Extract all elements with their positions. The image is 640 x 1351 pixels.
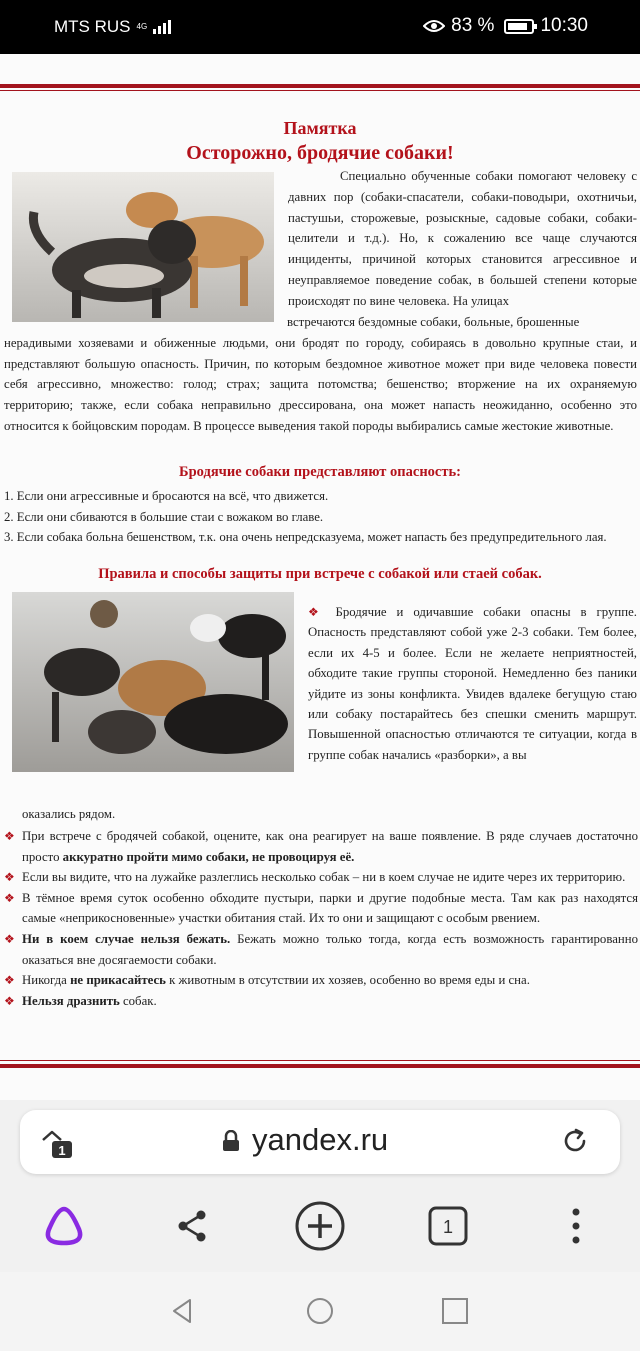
share-button[interactable] <box>164 1198 220 1254</box>
tabs-count: 1 <box>442 1217 454 1237</box>
recents-icon[interactable] <box>440 1296 470 1326</box>
rule-bold: не прикасайтесь <box>70 973 166 988</box>
rules-intro-tail: оказались рядом. <box>22 807 116 821</box>
share-icon <box>174 1208 210 1244</box>
intro-paragraph-top: Специально обученные собаки помогают человеку с давних пор (собаки-спасатели, собаки-поводыри, охотничьи, пастушьи, сторожевые, розыскные, садовые собаки, собаки-целители и т.д.). Но, к сожалению все чаще случаются инциденты, причиной которых становится агрессивное и неуправляемое поведение собак, в большей степени которые происходят по вине человека. На улицах <box>288 169 637 308</box>
rule-bold: аккуратно пройти мимо собаки, не провоцируя её. <box>62 849 355 864</box>
rules-list <box>4 826 638 1011</box>
rule-text: Бежать можно только тогда, когда есть возможность гарантированно оказаться вне досягаемости собаки. <box>22 931 638 967</box>
intro-line-rest: нерадивыми хозяевами и обиженные людьми, они бродят по городу, собираясь в довольно крупные стаи, и представляют большую опасность. Причин, по которым бездомное животное может при виде человека повести себя агрессивно, множество: голод; страх; защита потомства; бешенство; вторжение на их охраняемую территорию; также, если собака неправильно дрессирована, она может напасть неожиданно, особенно это относится к бойцовским породам. В процессе выведения такой породы выбирались самые жестокие животные. <box>4 335 637 433</box>
rule-item <box>4 888 638 929</box>
status-bar <box>0 0 640 54</box>
alice-button[interactable] <box>36 1198 92 1254</box>
rule-item <box>4 929 638 970</box>
document-title: Памятка <box>283 118 357 138</box>
rule-bold: Ни в коем случае нельзя бежать. <box>22 931 231 946</box>
new-tab-button[interactable] <box>292 1198 348 1254</box>
rule-item <box>4 991 638 1012</box>
diamond-bullet-icon: ❖ <box>4 993 15 1008</box>
diamond-bullet-icon: ❖ <box>4 829 15 843</box>
rule-text: собак. <box>119 993 157 1008</box>
rule-text: Если вы видите, что на лужайке разлеглись несколько собак – ни в коем случае не идите через их территорию. <box>22 870 626 885</box>
alice-icon <box>40 1205 88 1247</box>
diamond-bullet-icon: ❖ <box>4 890 15 905</box>
intro-paragraph-rest <box>4 312 637 437</box>
tabs-button[interactable] <box>420 1198 476 1254</box>
rule-item <box>4 826 638 867</box>
rule-text: Никогда <box>22 973 71 988</box>
signal-icon <box>153 20 171 34</box>
status-right <box>423 15 588 37</box>
tabs-icon <box>427 1205 469 1247</box>
tabs-home-icon[interactable] <box>40 1128 74 1160</box>
intro-line-first: встречаются бездомные собаки, больные, брошенные <box>287 315 580 329</box>
bottom-rule-thin <box>0 1060 640 1061</box>
battery-icon <box>504 19 534 34</box>
browser-toolbar <box>0 1188 640 1268</box>
tab-count-label: 1 <box>58 1143 66 1158</box>
top-rule <box>0 84 640 88</box>
rule-text: В тёмное время суток особенно обходите пустыри, парки и другие подобные места. Там как раз находятся самые «неприкосновенные» участки обитания стай. Их то они и защищают с особым рвением. <box>22 890 638 926</box>
danger-list <box>4 486 624 548</box>
system-nav-bar <box>0 1272 640 1351</box>
status-left <box>54 17 171 37</box>
diamond-bullet-icon: ❖ <box>4 870 15 885</box>
rule-item <box>4 867 638 888</box>
plus-circle-icon <box>293 1199 347 1253</box>
danger-item: 2. Если они сбиваются в большие стаи с вожаком во главе. <box>4 509 324 524</box>
danger-item: 3. Если собака больна бешенством, т.к. она очень непредсказуема, может напасть без предупредительного лая. <box>4 530 607 544</box>
lock-icon <box>222 1130 240 1152</box>
document-subtitle: Осторожно, бродячие собаки! <box>186 142 454 164</box>
diamond-bullet-icon: ❖ <box>4 931 15 946</box>
address-bar[interactable] <box>20 1110 620 1174</box>
back-icon[interactable] <box>168 1296 198 1326</box>
dog-pack-photo <box>12 592 294 772</box>
battery-percent: 83 % <box>451 15 495 36</box>
fighting-dogs-photo <box>12 172 274 322</box>
clock: 10:30 <box>540 15 588 36</box>
rule-text: При встрече с бродячей собакой, оцените, как она реагирует на ваше появление. В ряде случаев достаточно просто <box>22 829 638 864</box>
network-type: 4G <box>136 22 148 31</box>
bottom-rule <box>0 1064 640 1068</box>
menu-button[interactable] <box>548 1198 604 1254</box>
rules-intro <box>308 602 637 765</box>
rule-text: к животным в отсутствии их хозяев, особенно во время еды и сна. <box>165 973 530 988</box>
eye-comfort-icon <box>423 19 445 33</box>
rule-item <box>4 970 638 991</box>
diamond-bullet-icon: ❖ <box>308 605 326 619</box>
rules-heading: Правила и способы защиты при встрече с собакой или стаей собак. <box>98 566 542 582</box>
url-text[interactable]: yandex.ru <box>252 1122 389 1157</box>
rules-intro-text: Бродячие и одичавшие собаки опасны в группе. Опасность представляют собой уже 2-3 собаки. Тем более, если их 4-5 и более. Если не желаете неприятностей, обходите такие группы стороной. Немедленно без паники уйдите из зоны конфликта. Увидев вдалеке бегущую стаю или собаку постарайтесь без спешки сменить маршрут. Повышенной опасностью отличаются те ситуации, когда в группе собак начались «разборки», а вы <box>308 605 637 762</box>
top-rule-thin <box>0 90 640 91</box>
more-vertical-icon <box>570 1206 582 1246</box>
danger-heading: Бродячие собаки представляют опасность: <box>179 464 461 480</box>
leaflet-document <box>0 54 640 1100</box>
diamond-bullet-icon: ❖ <box>4 973 15 988</box>
home-icon[interactable] <box>305 1296 335 1326</box>
rule-bold: Нельзя дразнить <box>22 993 120 1008</box>
reload-icon[interactable] <box>560 1126 590 1156</box>
danger-item: 1. Если они агрессивные и бросаются на всё, что движется. <box>4 489 329 503</box>
carrier-label: MTS RUS <box>54 17 131 36</box>
